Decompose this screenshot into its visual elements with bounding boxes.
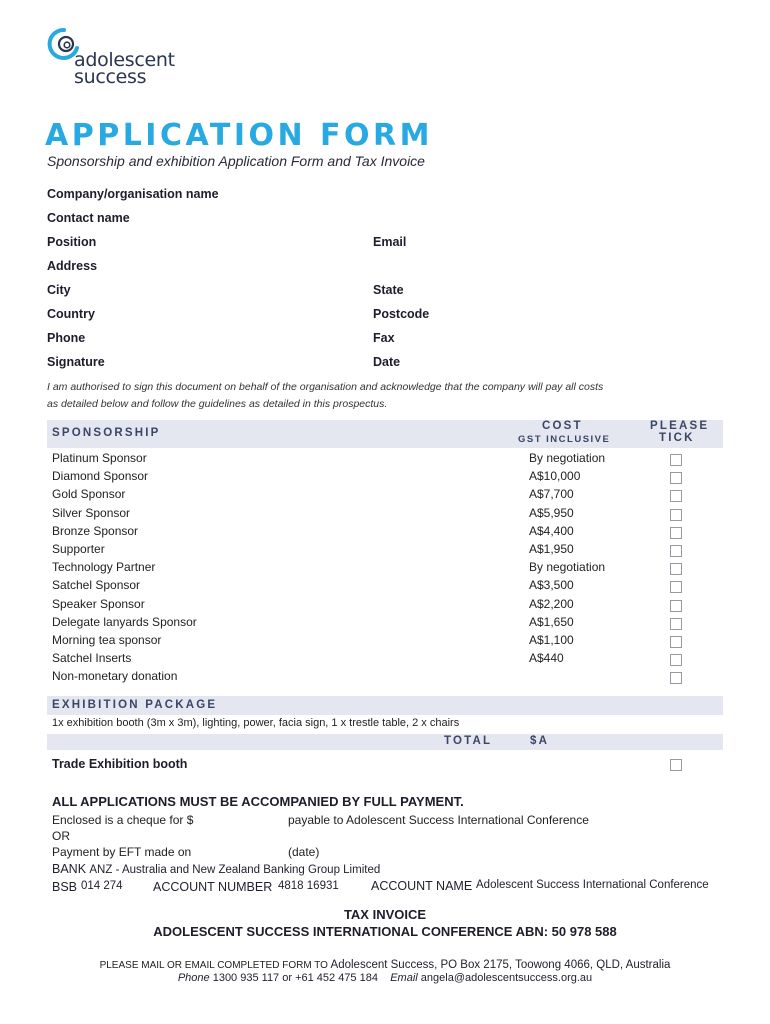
bank-line — [52, 862, 380, 876]
tick-checkbox[interactable] — [670, 454, 682, 466]
mail-label: PLEASE MAIL OR EMAIL COMPLETED FORM TO — [99, 960, 328, 971]
row-cost: A$440 — [529, 651, 564, 666]
or-label: OR — [52, 829, 70, 843]
row-name: Technology Partner — [52, 560, 156, 575]
email-label-footer: Email — [390, 972, 418, 984]
cost-heading: COST — [542, 420, 583, 432]
tick-checkbox[interactable] — [670, 509, 682, 521]
phone-label: Phone — [47, 331, 86, 345]
table-row — [52, 560, 692, 578]
total-currency: $A — [530, 735, 550, 747]
tick-checkbox[interactable] — [670, 563, 682, 575]
bank-label: BANK — [52, 862, 87, 876]
tick-checkbox[interactable] — [670, 600, 682, 612]
address-label: Address — [47, 259, 98, 273]
payable-to: payable to Adolescent Success International Conference — [288, 813, 589, 827]
tick-checkbox[interactable] — [670, 545, 682, 557]
logo-line2: success — [74, 66, 147, 88]
phone-value: 1300 935 117 or +61 452 475 184 — [212, 972, 378, 984]
declaration-line2: as detailed below and follow the guidelines as detailed in this prospectus. — [47, 398, 388, 410]
account-name-label: ACCOUNT NAME — [371, 879, 473, 893]
table-row — [52, 669, 692, 687]
account-number-value: 4818 16931 — [278, 880, 339, 892]
email-value[interactable]: angela@adolescentsuccess.org.au — [420, 972, 593, 984]
row-cost: A$4,400 — [529, 523, 574, 538]
contact-label: Contact name — [47, 211, 130, 225]
row-cost: By negotiation — [529, 560, 606, 575]
row-name: Non-monetary donation — [52, 669, 178, 684]
tick-checkbox[interactable] — [670, 581, 682, 593]
bank-value: ANZ - Australia and New Zealand Banking Group Limited — [89, 864, 381, 876]
city-label: City — [47, 283, 71, 297]
row-name: Delegate lanyards Sponsor — [52, 614, 197, 629]
phone-label-footer: Phone — [177, 972, 210, 984]
table-row — [52, 597, 692, 615]
row-name: Speaker Sponsor — [52, 596, 145, 611]
sponsorship-heading: SPONSORSHIP — [52, 427, 161, 439]
tick-checkbox[interactable] — [670, 490, 682, 502]
date-label: Date — [373, 355, 401, 369]
row-cost: By negotiation — [529, 451, 606, 465]
tick-checkbox[interactable] — [670, 636, 682, 648]
row-name: Satchel Sponsor — [52, 578, 141, 593]
country-label: Country — [47, 307, 95, 321]
row-name: Bronze Sponsor — [52, 523, 139, 538]
row-name: Silver Sponsor — [52, 505, 131, 520]
mail-address: Adolescent Success, PO Box 2175, Toowong 4066, QLD, Australia — [330, 959, 671, 971]
row-cost: A$7,700 — [529, 487, 574, 502]
table-row — [52, 633, 692, 651]
row-cost: A$10,000 — [529, 469, 581, 484]
table-row — [52, 524, 692, 542]
eft-label: Payment by EFT made on — [52, 845, 192, 859]
email-label: Email — [373, 235, 407, 249]
table-row — [52, 542, 692, 560]
table-row — [52, 578, 692, 596]
state-label: State — [373, 283, 404, 297]
row-name: Platinum Sponsor — [52, 451, 147, 465]
exhibition-heading: EXHIBITION PACKAGE — [52, 699, 218, 711]
row-cost: A$1,100 — [529, 633, 574, 647]
table-row — [52, 615, 692, 633]
row-name: Gold Sponsor — [52, 487, 126, 502]
postcode-label: Postcode — [373, 307, 430, 321]
declaration-line1: I am authorised to sign this document on behalf of the organisation and acknowledge that the company will pay all costs — [47, 381, 604, 393]
table-row — [52, 506, 692, 524]
tick-checkbox[interactable] — [670, 654, 682, 666]
page-title: APPLICATION FORM — [45, 118, 434, 153]
row-cost: A$5,950 — [529, 505, 574, 520]
company-label: Company/organisation name — [47, 187, 219, 201]
bsb-value: 014 274 — [81, 880, 123, 892]
bsb-line — [52, 880, 732, 896]
fax-label: Fax — [373, 331, 395, 345]
account-number-label: ACCOUNT NUMBER — [153, 880, 273, 894]
tax-invoice-abn: ADOLESCENT SUCCESS INTERNATIONAL CONFERENCE ABN: 50 978 588 — [153, 924, 617, 939]
cheque-label: Enclosed is a cheque for $ — [52, 813, 194, 827]
tick-checkbox[interactable] — [670, 472, 682, 484]
row-name: Diamond Sponsor — [52, 469, 149, 484]
table-row — [52, 469, 692, 487]
total-bar — [47, 734, 723, 750]
row-cost: A$3,500 — [529, 578, 574, 593]
logo-line1: adolescent — [74, 49, 175, 71]
logo — [44, 24, 204, 90]
row-name: Supporter — [52, 542, 105, 556]
row-name: Morning tea sponsor — [52, 633, 162, 647]
trade-booth-checkbox[interactable] — [670, 759, 682, 771]
row-cost: A$1,950 — [529, 542, 574, 556]
bsb-label: BSB — [52, 880, 78, 894]
payment-heading: ALL APPLICATIONS MUST BE ACCOMPANIED BY FULL PAYMENT. — [52, 794, 464, 809]
position-label: Position — [47, 235, 97, 249]
row-cost: A$1,650 — [529, 614, 574, 629]
exhibition-description: 1x exhibition booth (3m x 3m), lighting, power, facia sign, 1 x trestle table, 2 x chairs — [52, 717, 460, 729]
account-name-value: Adolescent Success International Conference — [476, 879, 709, 891]
tax-invoice-title: TAX INVOICE — [343, 907, 427, 922]
tick-heading-2: TICK — [659, 432, 695, 444]
footer-line2 — [0, 972, 770, 984]
table-row — [52, 651, 692, 669]
page-subtitle: Sponsorship and exhibition Application Form and Tax Invoice — [47, 153, 425, 169]
eft-date-label: (date) — [288, 845, 320, 859]
row-name: Satchel Inserts — [52, 651, 132, 666]
tick-heading-1: PLEASE — [650, 420, 710, 432]
signature-label: Signature — [47, 355, 105, 369]
row-cost: A$2,200 — [529, 596, 574, 611]
table-row — [52, 487, 692, 505]
total-label: TOTAL — [444, 735, 493, 747]
tick-checkbox[interactable] — [670, 672, 682, 684]
trade-booth-label: Trade Exhibition booth — [52, 757, 188, 771]
cost-subheading: GST INCLUSIVE — [518, 434, 611, 445]
table-row — [52, 451, 692, 469]
tick-checkbox[interactable] — [670, 618, 682, 630]
footer-line1 — [0, 959, 770, 971]
tick-checkbox[interactable] — [670, 527, 682, 539]
